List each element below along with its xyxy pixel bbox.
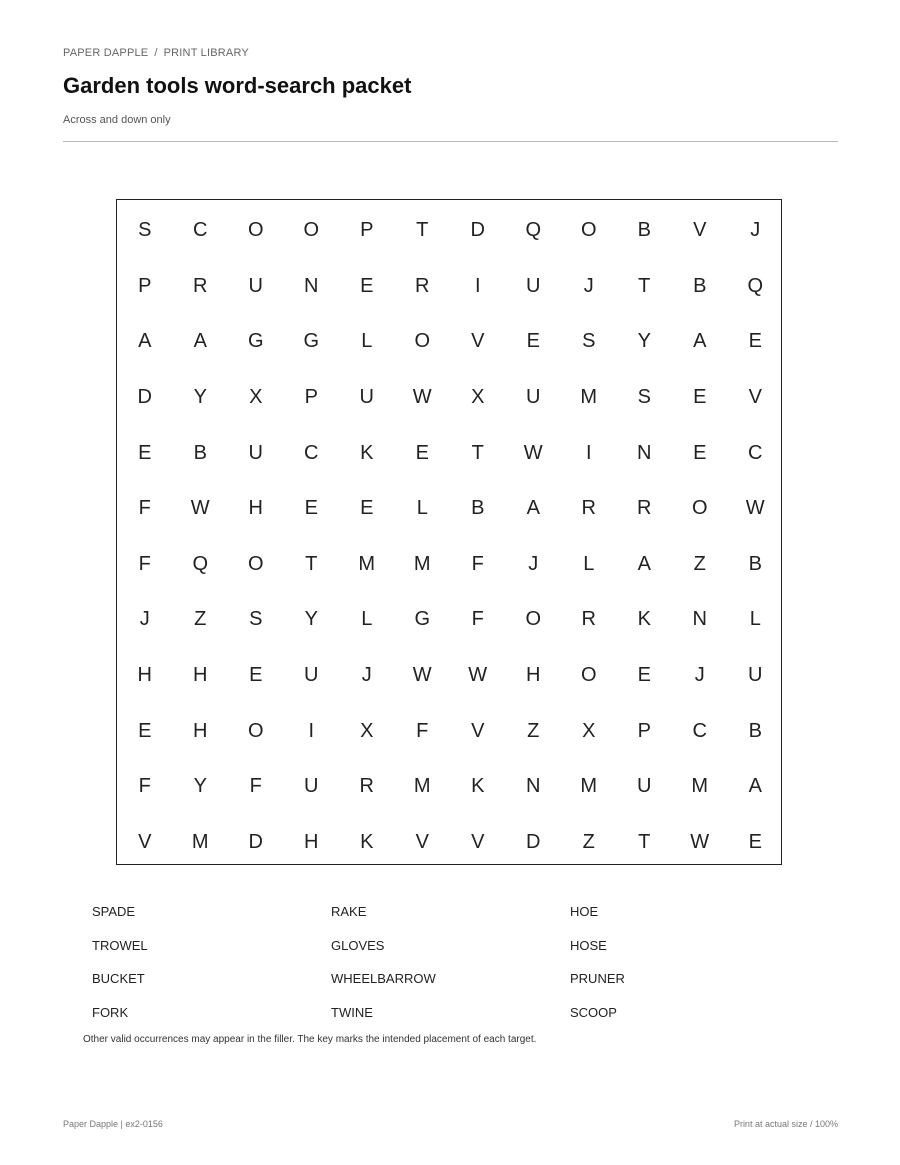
grid-cell[interactable]: C — [193, 219, 208, 242]
grid-cell[interactable]: C — [692, 719, 707, 742]
word-list-item: WHEELBARROW — [331, 971, 436, 986]
grid-cell[interactable]: A — [138, 330, 152, 353]
grid-cell[interactable]: Y — [304, 608, 318, 631]
word-list-item: BUCKET — [92, 971, 145, 986]
grid-cell[interactable]: A — [693, 330, 707, 353]
grid-cell[interactable]: E — [637, 664, 651, 687]
grid-cell[interactable]: B — [748, 719, 762, 742]
grid-cell[interactable]: E — [304, 497, 318, 520]
grid-cell[interactable]: F — [138, 552, 151, 575]
breadcrumb-section[interactable]: PRINT LIBRARY — [163, 47, 249, 59]
word-list-item: TWINE — [331, 1004, 373, 1020]
grid-cell[interactable]: E — [138, 441, 152, 464]
grid-cell[interactable]: R — [193, 274, 208, 297]
word-list-item: SCOOP — [570, 1004, 617, 1020]
grid-cell[interactable]: W — [690, 830, 710, 853]
grid-cell[interactable]: E — [526, 330, 540, 353]
grid-cell[interactable]: B — [471, 497, 485, 520]
grid-cell[interactable]: V — [415, 830, 429, 853]
grid-cell[interactable]: K — [637, 608, 651, 631]
grid-cell[interactable]: Z — [582, 830, 595, 853]
grid-cell[interactable]: D — [470, 219, 485, 242]
grid-cell[interactable]: U — [248, 441, 263, 464]
grid-cell[interactable]: P — [360, 219, 374, 242]
grid-cell[interactable]: U — [304, 775, 319, 798]
grid-cell[interactable]: I — [474, 274, 481, 297]
grid-cell[interactable]: H — [193, 719, 208, 742]
grid-cell[interactable]: Y — [193, 775, 207, 798]
grid-cell[interactable]: O — [525, 608, 542, 631]
grid-cell[interactable]: N — [526, 775, 541, 798]
grid-cell[interactable]: B — [193, 441, 207, 464]
grid-cell[interactable]: V — [471, 830, 485, 853]
grid-cell[interactable]: J — [694, 664, 705, 687]
grid-cell[interactable]: A — [748, 775, 762, 798]
grid-cell[interactable]: O — [580, 219, 597, 242]
grid-cell[interactable]: O — [580, 664, 597, 687]
grid-cell[interactable]: E — [249, 664, 263, 687]
grid-cell[interactable]: E — [693, 441, 707, 464]
grid-cell[interactable]: R — [581, 497, 596, 520]
grid-cell[interactable]: O — [247, 219, 264, 242]
grid-cell[interactable]: B — [748, 552, 762, 575]
grid-cell[interactable]: V — [748, 386, 762, 409]
grid-cell[interactable]: S — [637, 386, 651, 409]
grid-cell[interactable]: X — [582, 719, 596, 742]
grid-cell[interactable]: G — [303, 330, 320, 353]
grid-cell[interactable]: E — [360, 497, 374, 520]
grid-cell[interactable]: W — [412, 664, 432, 687]
grid-cell[interactable]: N — [692, 608, 707, 631]
word-list-item: PRUNER — [570, 971, 625, 986]
grid-cell[interactable]: J — [139, 608, 150, 631]
grid-cell[interactable]: R — [415, 274, 430, 297]
grid-cell[interactable]: B — [637, 219, 651, 242]
grid-cell[interactable]: U — [304, 664, 319, 687]
grid-cell[interactable]: E — [415, 441, 429, 464]
grid-cell[interactable]: M — [580, 386, 598, 409]
grid-cell[interactable]: T — [638, 274, 651, 297]
grid-cell[interactable]: J — [750, 219, 761, 242]
grid-cell[interactable]: L — [416, 497, 428, 520]
breadcrumb-separator: / — [154, 47, 158, 59]
grid-cell[interactable]: T — [416, 219, 429, 242]
grid-cell[interactable]: H — [248, 497, 263, 520]
grid-cell[interactable]: Z — [194, 608, 207, 631]
grid-cell[interactable]: U — [359, 386, 374, 409]
grid-cell[interactable]: W — [523, 441, 543, 464]
grid-cell[interactable]: O — [414, 330, 431, 353]
grid-cell[interactable]: E — [138, 719, 152, 742]
grid-cell[interactable]: L — [361, 608, 373, 631]
grid-cell[interactable]: X — [471, 386, 485, 409]
grid-cell[interactable]: F — [138, 775, 151, 798]
grid-cell[interactable]: S — [582, 330, 596, 353]
grid-cell[interactable]: M — [413, 775, 431, 798]
grid-cell[interactable]: Y — [193, 386, 207, 409]
grid-cell[interactable]: M — [358, 552, 376, 575]
grid-cell[interactable]: J — [361, 664, 372, 687]
footer-source: Paper Dapple | ex2-0156 — [63, 1119, 163, 1129]
grid-cell[interactable]: Y — [637, 330, 651, 353]
grid-cell[interactable]: B — [693, 274, 707, 297]
grid-cell[interactable]: T — [471, 441, 484, 464]
grid-cell[interactable]: E — [748, 330, 762, 353]
grid-cell[interactable]: K — [360, 441, 374, 464]
grid-cell[interactable]: E — [748, 830, 762, 853]
grid-cell[interactable]: V — [693, 219, 707, 242]
grid-cell[interactable]: I — [308, 719, 315, 742]
grid-cell[interactable]: C — [304, 441, 319, 464]
grid-cell[interactable]: M — [413, 552, 431, 575]
grid-cell[interactable]: U — [248, 274, 263, 297]
grid-cell[interactable]: F — [249, 775, 262, 798]
grid-cell[interactable]: P — [138, 274, 152, 297]
grid-cell[interactable]: A — [526, 497, 540, 520]
word-list-item: HOSE — [570, 937, 607, 953]
grid-cell[interactable]: M — [691, 775, 709, 798]
grid-cell[interactable]: R — [359, 775, 374, 798]
grid-cell[interactable]: A — [193, 330, 207, 353]
grid-cell[interactable]: D — [248, 830, 263, 853]
grid-cell[interactable]: P — [637, 719, 651, 742]
grid-cell[interactable]: D — [526, 830, 541, 853]
grid-cell[interactable]: Z — [527, 719, 540, 742]
grid-cell[interactable]: L — [361, 330, 373, 353]
grid-cell[interactable]: W — [745, 497, 765, 520]
grid-cell[interactable]: Q — [747, 274, 764, 297]
grid-cell[interactable]: U — [526, 386, 541, 409]
grid-cell[interactable]: U — [526, 274, 541, 297]
grid-cell[interactable]: N — [637, 441, 652, 464]
grid-cell[interactable]: Q — [192, 552, 209, 575]
grid-cell[interactable]: S — [249, 608, 263, 631]
grid-cell[interactable]: H — [193, 664, 208, 687]
grid-cell[interactable]: V — [138, 830, 152, 853]
grid-cell[interactable]: K — [471, 775, 485, 798]
word-list-item: GLOVES — [331, 937, 385, 953]
grid-cell[interactable]: N — [304, 274, 319, 297]
grid-cell[interactable]: E — [693, 386, 707, 409]
grid-cell[interactable]: L — [583, 552, 595, 575]
puzzle-grid — [117, 203, 780, 870]
footer-print-hint: Print at actual size / 100% — [733, 1119, 838, 1129]
grid-cell[interactable]: S — [138, 219, 152, 242]
grid-cell[interactable]: H — [137, 664, 152, 687]
word-list-item: TROWEL — [92, 937, 148, 953]
grid-cell[interactable]: J — [528, 552, 539, 575]
page-title: Garden tools word-search packet — [63, 73, 412, 98]
grid-cell[interactable]: O — [247, 719, 264, 742]
grid-cell[interactable]: V — [471, 719, 485, 742]
grid-cell[interactable]: W — [190, 497, 210, 520]
grid-cell[interactable]: X — [360, 719, 374, 742]
grid-cell[interactable]: M — [191, 830, 209, 853]
grid-cell[interactable]: F — [471, 552, 484, 575]
grid-cell[interactable]: O — [303, 219, 320, 242]
grid-cell[interactable]: J — [583, 274, 594, 297]
breadcrumb-site[interactable]: PAPER DAPPLE — [63, 47, 149, 59]
grid-cell[interactable]: F — [471, 608, 484, 631]
grid-cell[interactable]: T — [305, 552, 318, 575]
grid-cell[interactable]: G — [247, 330, 264, 353]
grid-cell[interactable]: K — [360, 830, 374, 853]
page-subtitle: Across and down only — [63, 114, 171, 126]
grid-cell[interactable]: C — [748, 441, 763, 464]
header-divider — [63, 141, 838, 142]
word-list-item: RAKE — [331, 904, 367, 919]
grid-cell[interactable]: H — [304, 830, 319, 853]
grid-cell[interactable]: F — [138, 497, 151, 520]
grid-cell[interactable]: X — [249, 386, 263, 409]
grid-cell[interactable]: T — [638, 830, 651, 853]
breadcrumb — [63, 47, 249, 59]
grid-cell[interactable]: R — [637, 497, 652, 520]
grid-cell[interactable]: U — [637, 775, 652, 798]
word-list — [92, 902, 812, 1036]
word-list-item: FORK — [92, 1004, 129, 1020]
grid-cell[interactable]: G — [414, 608, 431, 631]
word-list-item: HOE — [570, 904, 599, 919]
grid-cell[interactable]: I — [585, 441, 592, 464]
puzzle-grid-frame — [116, 199, 782, 865]
grid-cell[interactable]: R — [581, 608, 596, 631]
grid-cell[interactable]: W — [412, 386, 432, 409]
grid-cell[interactable]: O — [691, 497, 708, 520]
grid-cell[interactable]: L — [749, 608, 761, 631]
grid-cell[interactable]: P — [304, 386, 318, 409]
grid-cell[interactable]: Q — [525, 219, 542, 242]
grid-cell[interactable]: M — [580, 775, 598, 798]
grid-cell[interactable]: E — [360, 274, 374, 297]
grid-cell[interactable]: F — [416, 719, 429, 742]
grid-cell[interactable]: Z — [693, 552, 706, 575]
word-list-item: SPADE — [92, 904, 136, 919]
grid-cell[interactable]: H — [526, 664, 541, 687]
grid-cell[interactable]: U — [748, 664, 763, 687]
puzzle-note: Other valid occurrences may appear in the filler. The key marks the intended placement of each target. — [83, 1034, 537, 1045]
grid-cell[interactable]: A — [637, 552, 651, 575]
grid-cell[interactable]: W — [468, 664, 488, 687]
grid-cell[interactable]: V — [471, 330, 485, 353]
grid-cell[interactable]: O — [247, 552, 264, 575]
grid-cell[interactable]: D — [137, 386, 152, 409]
